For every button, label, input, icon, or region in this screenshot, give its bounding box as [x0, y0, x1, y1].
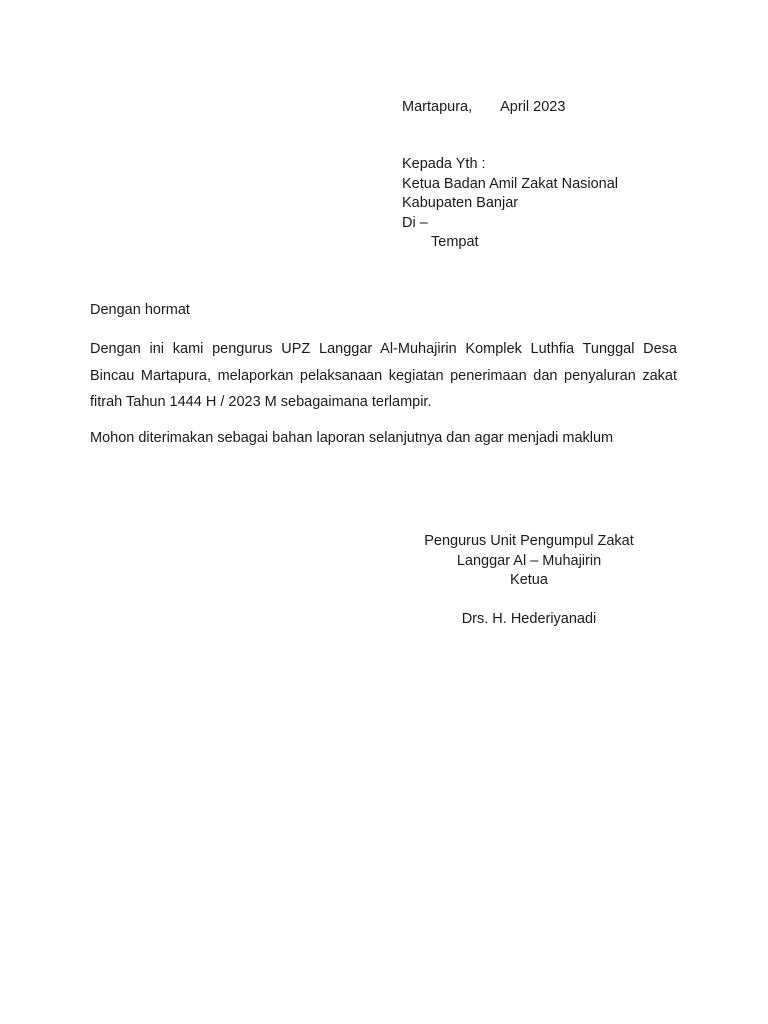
- signature-block: [398, 532, 660, 629]
- letter-date: April 2023: [500, 99, 566, 115]
- signature-position: Ketua: [510, 572, 548, 588]
- recipient-line-4: Tempat: [431, 234, 479, 250]
- greeting: Dengan hormat: [90, 302, 190, 318]
- signatory-name: Drs. H. Hederiyanadi: [461, 610, 597, 627]
- recipient-line-3: Di –: [402, 214, 428, 231]
- letter-place: Martapura,: [402, 99, 473, 115]
- recipient-block: [402, 155, 618, 253]
- recipient-line-2: Kabupaten Banjar: [402, 195, 519, 211]
- closing-paragraph: Mohon diterimakan sebagai bahan laporan selanjutnya dan agar menjadi maklum: [90, 430, 614, 446]
- recipient-line-1: Ketua Badan Amil Zakat Nasional: [402, 175, 619, 192]
- recipient-salutation: Kepada Yth :: [402, 156, 486, 172]
- date-line: [402, 97, 565, 117]
- signature-org-line-1: Pengurus Unit Pengumpul Zakat: [424, 533, 634, 549]
- body-paragraph: Dengan ini kami pengurus UPZ Langgar Al-Muhajirin Komplek Luthfia Tunggal Desa Bincau Martapura, melaporkan pelaksanaan kegiatan penerimaan dan penyaluran zakat fitrah Tahun 1444 H / 2023 M sebagaimana terlampir.: [90, 341, 677, 410]
- signature-org-line-2: Langgar Al – Muhajirin: [456, 552, 602, 569]
